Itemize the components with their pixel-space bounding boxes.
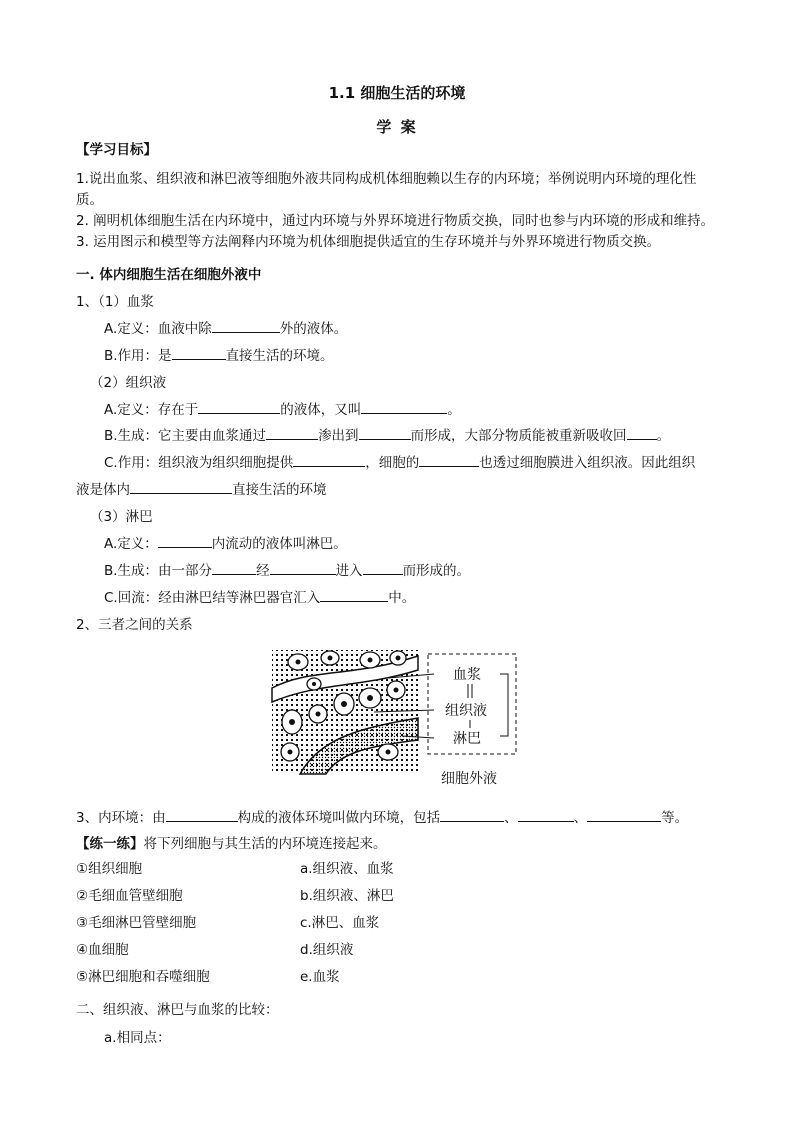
blank — [627, 427, 657, 440]
tissue-definition: A.定义：存在于 的液体，又叫 。 — [104, 402, 461, 418]
practice-header: 【练一练】将下列细胞与其生活的内环境连接起来。 — [76, 836, 387, 852]
blank — [587, 809, 661, 822]
blank — [419, 454, 479, 467]
label-lymph: 淋巴 — [453, 731, 481, 747]
blank — [363, 562, 403, 575]
practice-cell-2: ②毛细血管壁细胞 — [76, 888, 183, 904]
blank — [518, 809, 574, 822]
lymph-definition: A.定义： 内流动的液体叫淋巴。 — [104, 536, 347, 552]
section2-similarities: a.相同点： — [104, 1030, 171, 1046]
blank — [266, 427, 318, 440]
practice-env-a: a.组织液、血浆 — [300, 861, 394, 877]
blank — [359, 427, 411, 440]
practice-env-e: e.血浆 — [300, 969, 340, 985]
item2-relation-title: 2、三者之间的关系 — [76, 617, 193, 633]
label-plasma: 血浆 — [453, 667, 481, 683]
blank — [293, 454, 365, 467]
item1-plasma-title: 1、（1）血浆 — [76, 294, 154, 310]
blank — [212, 562, 256, 575]
tissue-function-cont: 液是体内 直接生活的环境 — [76, 482, 327, 498]
objective-2: 2. 阐明机体细胞生活在内环境中，通过内环境与外界环境进行物质交换，同时也参与内环境的形成和维持。 — [76, 213, 715, 229]
page-title: 1.1 细胞生活的环境 — [328, 84, 466, 102]
objective-1b: 质。 — [76, 192, 103, 208]
page-subtitle: 学 案 — [376, 118, 418, 136]
blank — [212, 320, 280, 333]
lymph-generation: B.生成：由一部分 经 进入 而形成的。 — [104, 563, 471, 579]
blank — [361, 401, 447, 414]
plasma-definition: A.定义：血液中除 外的液体。 — [104, 321, 348, 337]
objectives-heading: 【学习目标】 — [76, 142, 157, 158]
tissue-title: （2）组织液 — [90, 375, 167, 391]
blank — [320, 589, 388, 602]
section1-heading: 一. 体内细胞生活在细胞外液中 — [76, 267, 262, 283]
tissue-function: C.作用：组织液为组织细胞提供 ，细胞的 也透过细胞膜进入组织液。因此组织 — [104, 455, 696, 471]
figure-caption: 细胞外液 — [441, 771, 497, 787]
practice-cell-4: ④血细胞 — [76, 942, 129, 958]
practice-cell-1: ①组织细胞 — [76, 861, 143, 877]
objective-3: 3. 运用图示和模型等方法阐释内环境为机体细胞提供适宜的生存环境并与外界环境进行物质交换。 — [76, 234, 661, 250]
tissue-generation: B.生成：它主要由血浆通过 渗出到 而形成，大部分物质能被重新吸收回 。 — [104, 428, 671, 444]
plasma-function: B.作用：是 直接生活的环境。 — [104, 348, 334, 364]
practice-env-c: c.淋巴、血浆 — [300, 915, 380, 931]
blank — [130, 481, 232, 494]
section2-heading: 二、组织液、淋巴与血浆的比较： — [76, 1002, 279, 1018]
practice-env-b: b.组织液、淋巴 — [300, 888, 394, 904]
blank — [270, 562, 336, 575]
blank — [158, 535, 212, 548]
blank — [440, 809, 504, 822]
item3-internal-environment: 3、内环境：由 构成的液体环境叫做内环境，包括 、 、 等。 — [76, 810, 689, 826]
practice-cell-5: ⑤淋巴细胞和吞噬细胞 — [76, 969, 210, 985]
arrow-lymph-plasma — [500, 674, 508, 736]
tissue-diagram — [270, 648, 522, 776]
blank — [172, 347, 226, 360]
practice-cell-3: ③毛细淋巴管壁细胞 — [76, 915, 197, 931]
objective-1a: 1.说出血浆、组织液和淋巴液等细胞外液共同构成机体细胞赖以生存的内环境；举例说明内环境的理化性 — [76, 171, 697, 187]
blank — [198, 401, 280, 414]
blank — [166, 809, 238, 822]
label-tissue-fluid: 组织液 — [445, 703, 487, 719]
lymph-title: （3）淋巴 — [90, 509, 153, 525]
lymph-return: C.回流：经由淋巴结等淋巴器官汇入 中。 — [104, 590, 416, 606]
practice-env-d: d.组织液 — [300, 942, 354, 958]
